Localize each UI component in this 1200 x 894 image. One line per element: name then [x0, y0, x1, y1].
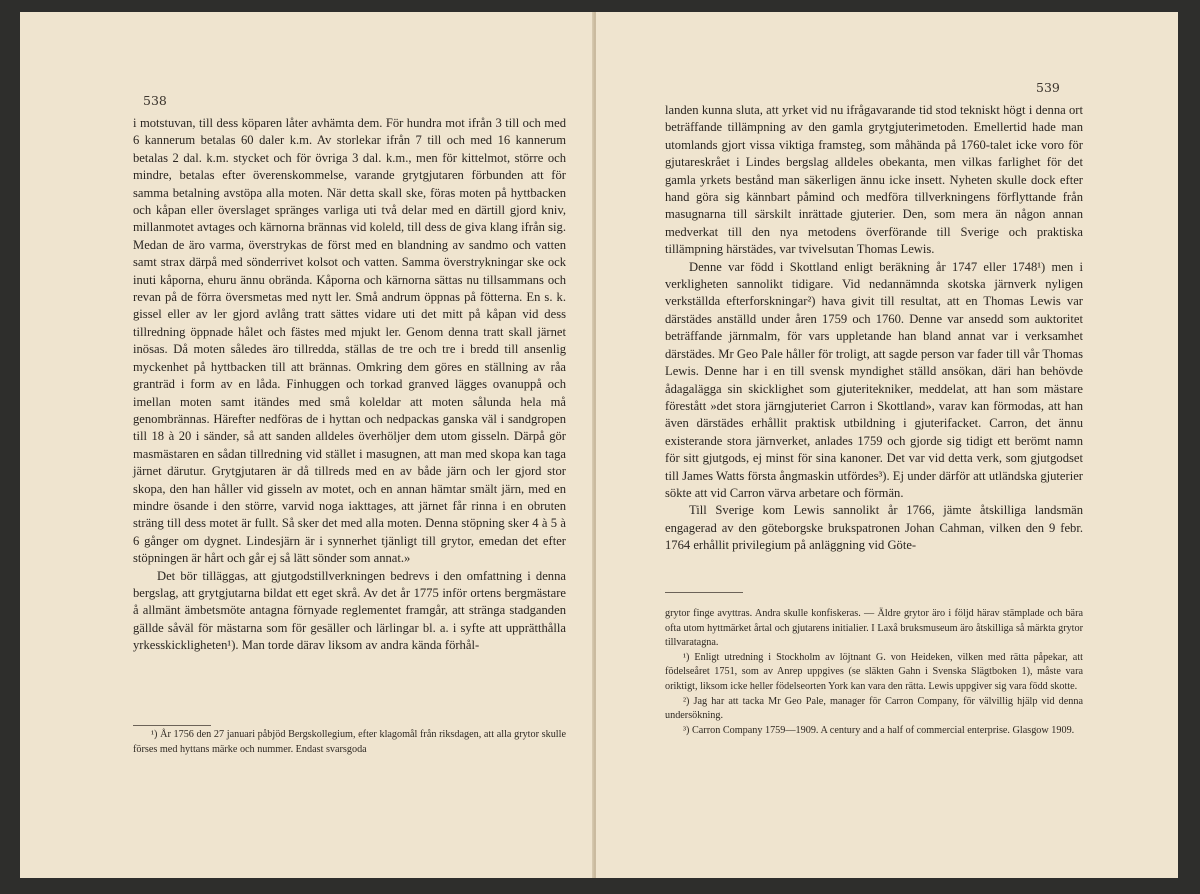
footnote: grytor finge avyttras. Andra skulle konfiskeras. — Äldre grytor äro i följd härav stämplade och bära ofta utom hyttmärket årtal och gjutarens initialier. I Laxå bruksmuseum äro åtskilliga så märkta grytor tillvaratagna. — [665, 608, 1083, 649]
body-text — [665, 102, 1083, 555]
paragraph: Det bör tilläggas, att gjutgodstillverkningen bedrevs i den omfattning i denna bergslag, att grytgjutarna bildat ett eget skrå. Av det år 1775 inför ortens bergmästare å allmänt ämbetsmöte antagna förnyade reglementet framgår, att stränga stadganden gällde såväl för mästarna som för gesäller och lärlingar bl. a. i syfte att upprätthålla yrkesskickligheten¹). Man torde därav liksom av andra kända förhål- — [133, 568, 566, 653]
footnote-rule — [665, 592, 743, 593]
paragraph: Till Sverige kom Lewis sannolikt år 1766, jämte åtskilliga landsmän engagerad av den göteborgske brukspatronen Johan Cahman, vilken den 9 febr. 1764 erhållit privilegium på anläggning vid Göte- — [665, 503, 1083, 553]
page-number: 538 — [143, 93, 167, 108]
paragraph: landen kunna sluta, att yrket vid nu ifrågavarande tid stod tekniskt högt i denna ort beträffande tillämpning av den gamla grytgjuterimetoden. Emellertid hade man utomlands gjort vissa viktiga framsteg, som måhända på 1760-talet icke voro för gjutareskrået i Lindes bergslag alldeles obekanta, men vilkas farlighet för det gamla yrkets bestånd man säkerligen ännu icke insett. Nyheten skulle dock efter hand göra sig kännbart påmind och medföra tillverkningens förflyttande från masugnarna till särskilt inrättade gjuterier. Den, som mera än någon annan medverkat till den nya metodens överförande till Sverige och praktiska tillämpning härstädes, var tvivelsutan Thomas Lewis. — [665, 103, 1083, 257]
right-page — [596, 12, 1178, 878]
paragraph: i motstuvan, till dess köparen låter avhämta dem. För hundra mot ifrån 3 till och med 6 kannerum betalas 60 daler k.m. Av storlekar ifrån 7 till och med 16 kannerum betalas 2 dal. k.m. stycket och för övriga 3 dal. k.m., men för kittelmot, större och mindre, betalas efter överenskommelse, varande grytgjutaren förbunden att för samma betalning avstöpa alla moten. När detta skall ske, föras moten på hyttbacken och kåpan eller överslaget spränges varliga uti två delar med en därtill gjord kniv, millanmotet avtages och kärnorna brännas vid koleld, till dess de giva klang ifrån sig. Medan de äro varma, överstrykas de först med en blandning av sandmo och vatten samt strax därpå med sönderrivet kolsot och vatten. Samma överstrykningar ske ock inuti kåporna, ehuru ännu obrända. Kåporna och kärnorna sättas nu tillsammans och revan på de förra översmetas med nytt ler. Små andrum öppnas på fötterna. En s. k. gissel eller av ler gjord avlång tratt sättes vidare uti det mitt på kåpan vid dess tillredning öppnade hålet och fästes med mjukt ler. Genom denna tratt skall järnet inösas. Då moten således äro tillredda, ställas de tre och tre i bredd till ansenlig myckenhet på hyttbacken till att brännas. Omkring dem göres en ställning av råa granträd i form av en låda. Finhuggen och torkad granved lägges ovanuppå och imellan moten samt itändes med små koleldar att moten sålunda hela må genombrännas. Härefter nedföras de i hyttan och nedpackas ganska väl i sandgropen till 18 à 20 i sänder, så att sanden alldeles överhöljer dem utom gisseln. Därpå gör masmästaren en sådan tillredning vid stället i masugnen, att man med skopa kan taga järnet därutur. Grytgjutaren är då tillreds med en av både järn och ler gjord stor skopa, den han håller vid gisseln av motet, och en annan hämtar smält järn, med en mindre ösande i den större, varvid noga iakttages, att järnet får rinna i en obruten sträng till dess motet är fullt. Så sker det med alla moten. Denna stöpning sker 4 à 5 à 6 gånger om dygnet. Lindesjärn är i synnerhet tjänligt till grytor, emedan det efter stöpningen är hårt och går ej så lätt sönder som annat.» — [133, 116, 566, 566]
left-page — [20, 12, 594, 878]
footnotes — [665, 607, 1083, 738]
footnote-rule — [133, 725, 211, 726]
body-text — [133, 115, 566, 655]
footnote: ¹) Enligt utredning i Stockholm av löjtnant G. von Heideken, vilken med rätta påpekar, att födelseåret 1751, som av Anrep uppgives (se släkten Gahn i Svenska Slägtboken 1), måste vara oriktigt, liksom icke heller födelseorten York kan vara den rätta. Lewis uppgiver sig vara född skotte. — [665, 651, 1083, 692]
paragraph: Denne var född i Skottland enligt beräkning år 1747 eller 1748¹) men i verkligheten sannolikt tidigare. Vid nedannämnda skotska järnverk nyligen verkställda efterforskningar²) hava givit till resultat, att en Thomas Lewis var därstädes anställd under åren 1759 och 1760. Denne var ansedd som auktoritet beträffande järnmalm, för vars uppletande han bland annat var i verksamhet därstädes. Mr Geo Pale håller för troligt, att sagde person var fader till vår Thomas Lewis. Denne har i en till svensk myndighet ställd ansökan, däri han behövde ådagalägga sin skicklighet som gjuteritekniker, meddelat, att han som mästare förestått »det stora järngjuteriet Carron i Skottland», varav kan förmodas, att han även därstädes erhållit praktisk utbildning i gjuterifacket. Carron, det ännu existerande stora järnverket, anlades 1759 och gjorde sig tidigt ett berömt namn för sitt gjutgods, ej minst för sina kanoner. Det var vid detta verk, som gjutgodset till James Watts första ångmaskin utfördes³). Ej under därför att utländska gjuterier sökte att vid Carron värva arbetare och förmän. — [665, 259, 1083, 500]
page-number: 539 — [1036, 80, 1060, 95]
footnote: ²) Jag har att tacka Mr Geo Pale, manager för Carron Company, för välvillig hjälp vid denna undersökning. — [665, 695, 1083, 722]
footnote: ³) Carron Company 1759—1909. A century and a half of commercial enterprise. Glasgow 1909. — [683, 724, 1075, 736]
footnote: ¹) År 1756 den 27 januari påbjöd Bergskollegium, efter klagomål från riksdagen, att alla grytor skulle förses med hyttans märke och nummer. Endast svarsgoda — [133, 729, 566, 755]
footnotes — [133, 728, 566, 757]
